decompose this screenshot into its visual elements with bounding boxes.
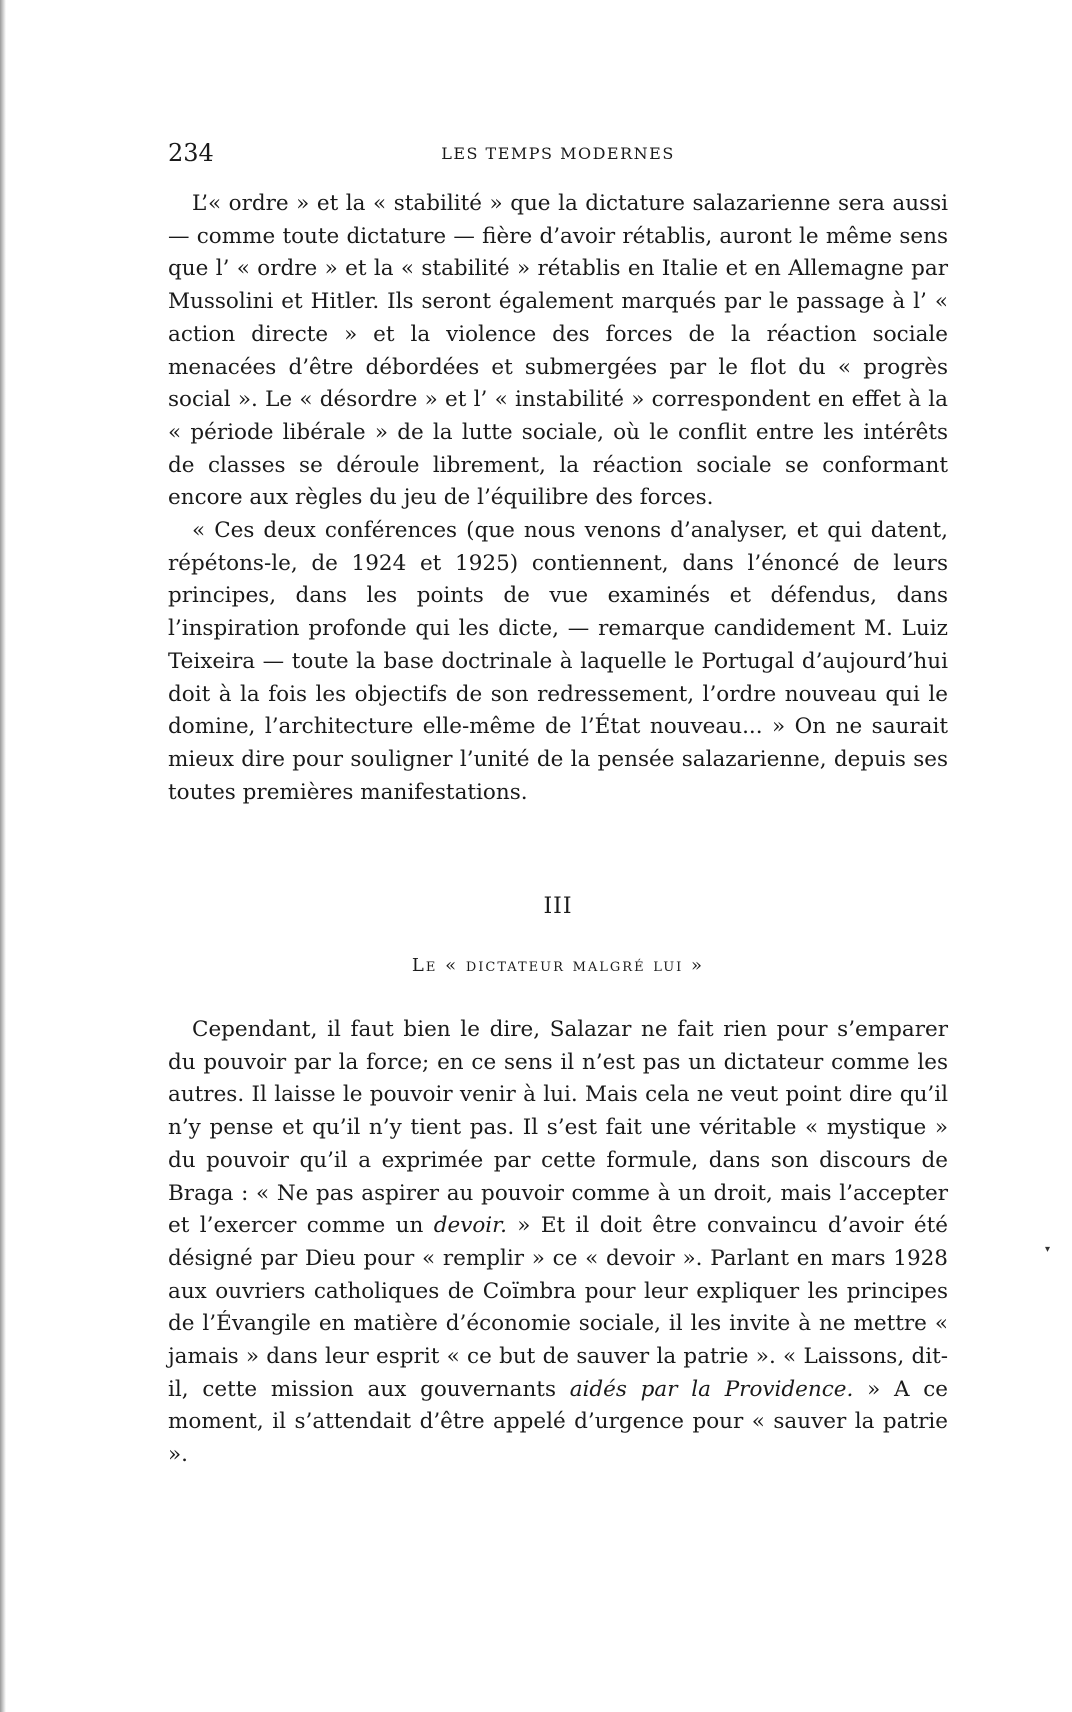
journal-title: LES TEMPS MODERNES [441, 144, 675, 163]
section-number: III [543, 894, 573, 919]
page-edge-shadow [0, 0, 6, 1712]
italic-term: aidés par la Providence. [569, 1376, 854, 1402]
margin-mark: ▾ [1045, 1244, 1051, 1255]
body-text-bottom [168, 1014, 948, 1472]
body-text-top [168, 188, 948, 809]
paragraph-text: Cependant, il faut bien le dire, Salazar ne fait rien pour s’emparer du pouvoir par la force; en ce sens il n’est pas un dictateur comme les autres. Il laisse le pouvoir venir à lui. Mais cela ne veut point dire qu’il n’y pense et qu’il n’y tient pas. Il s’est fait une véritable « mystique » du pouvoir qu’il a exprimée par cette formule, dans son discours de Braga : « Ne pas aspirer au pouvoir comme à un droit, mais l’accepter et l’exercer comme un [168, 1017, 948, 1239]
italic-term: devoir. [433, 1213, 507, 1239]
running-head [168, 138, 948, 174]
section-title: Le « dictateur malgré lui » [411, 955, 705, 976]
page-number: 234 [168, 139, 214, 167]
paragraph-text: » A ce moment, il s’attendait d’être appelé d’urgence pour « sauver la patrie ». [168, 1376, 948, 1468]
paragraph [168, 1014, 948, 1472]
paragraph: « Ces deux conférences (que nous venons d’analyser, et qui datent, répétons-le, de 1924 et 1925) contiennent, dans l’énoncé de leurs principes, dans les points de vue examinés et défendus, dans l’inspiration profonde qui les dicte, — remarque candidement M. Luiz Teixeira — toute la base doctrinale à laquelle le Portugal d’aujourd’hui doit à la fois les objectifs de son redressement, l’ordre nouveau qui le domine, l’architecture elle-même de l’État nouveau... » On ne saurait mieux dire pour souligner l’unité de la pensée salazarienne, depuis ses toutes premières manifestations. [168, 518, 948, 805]
paragraph: L’« ordre » et la « stabilité » que la dictature salazarienne sera aussi — comme toute dictature — fière d’avoir rétablis, auront le même sens que l’ « ordre » et la « stabilité » rétablis en Italie et en Allemagne par Mussolini et Hitler. Ils seront également marqués par le passage à l’ « action directe » et la violence des forces de la réaction sociale menacées d’être débordées et submergées par le flot du « progrès social ». Le « désordre » et l’ « instabilité » correspondent en effet à la « période libérale » de la lutte sociale, où le conflit entre les intérêts de classes se déroule librement, la réaction sociale se conformant encore aux règles du jeu de l’équilibre des forces. [168, 191, 948, 511]
paragraph-text: » Et il doit être convaincu d’avoir été désigné par Dieu pour « remplir » ce « devoir ». Parlant en mars 1928 aux ouvriers catholiques de Coïmbra pour leur expliquer les principes de l’Évangile en matière d’économie sociale, il les invite à ne mettre « jamais » dans leur esprit « ce but de sauver la patrie ». « Laissons, dit-il, cette mission aux gouvernants [168, 1213, 948, 1402]
